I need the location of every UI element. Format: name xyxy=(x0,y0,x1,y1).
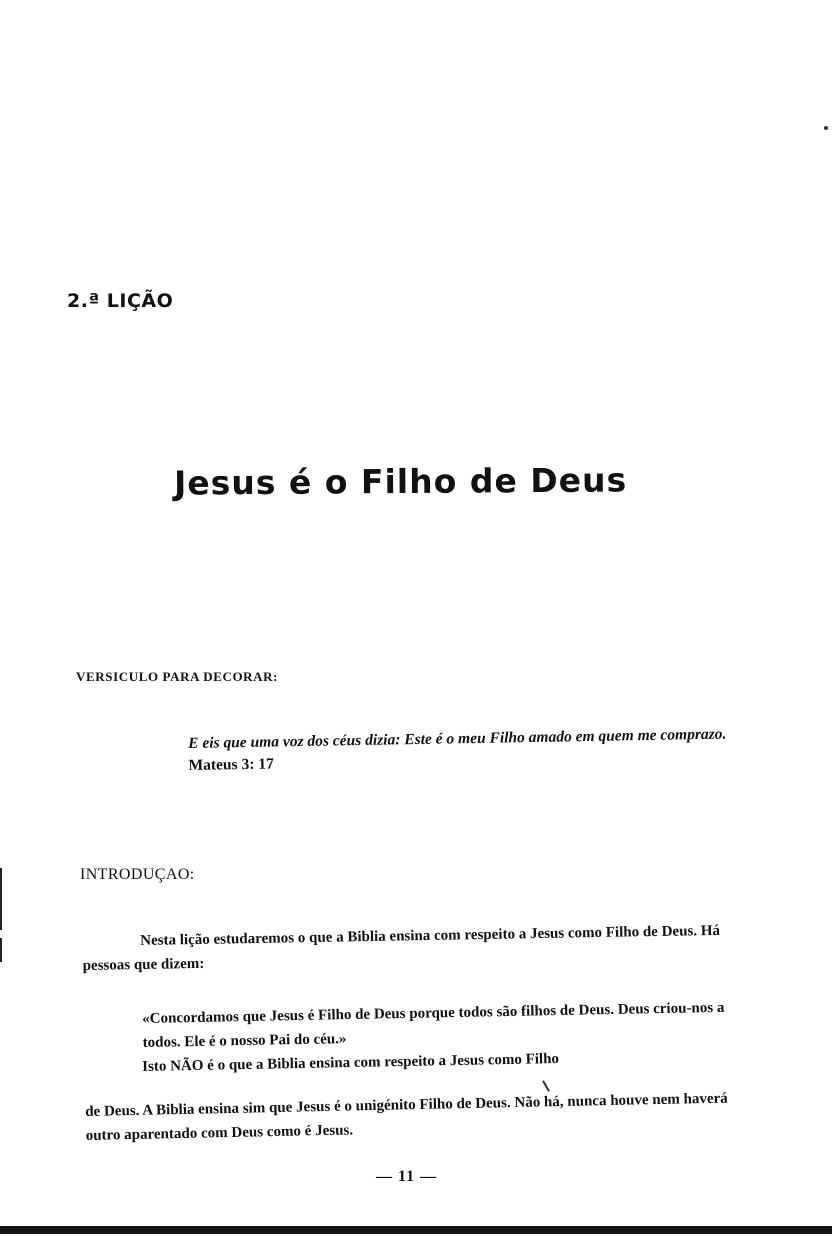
intro-paragraph-2: «Concordamos que Jesus é Filho de Deus porque todos são filhos de Deus. Deus criou-nos a todos. Ele é o nosso Pai do céu.» xyxy=(142,999,725,1051)
left-edge-mark xyxy=(0,868,2,930)
page-number: — 11 — xyxy=(376,1168,438,1185)
verse-heading: VERSICULO PARA DECORAR: xyxy=(76,669,279,684)
verse-quote: E eis que uma voz dos céus dizia: Este é o meu Filho amado em quem me comprazo. xyxy=(188,725,727,752)
lesson-label: 2.ª LIÇÃO xyxy=(67,290,174,312)
intro-heading: INTRODUÇAO: xyxy=(80,866,195,883)
intro-paragraph-4: de Deus. A Biblia ensina sim que Jesus é o unigénito Filho de Deus. Não há, nunca houve nem haverá outro aparentado com Deus como é Jesus. xyxy=(85,1090,728,1144)
left-edge-mark xyxy=(0,938,2,962)
intro-paragraph-1 xyxy=(82,918,748,978)
page-title: Jesus é o Filho de Deus xyxy=(173,460,628,503)
intro-paragraph-1-text: Nesta lição estudaremos o que a Biblia ensina com respeito a Jesus como Filho de Deus. Há pessoas que dizem: xyxy=(82,922,721,974)
bottom-edge-rule xyxy=(0,1226,832,1234)
scan-dot xyxy=(824,126,828,130)
verse-reference: Mateus 3: 17 xyxy=(188,755,274,774)
intro-paragraph-3: Isto NÃO é o que a Biblia ensina com respeito a Jesus como Filho xyxy=(142,1050,560,1075)
memory-verse xyxy=(188,723,749,777)
